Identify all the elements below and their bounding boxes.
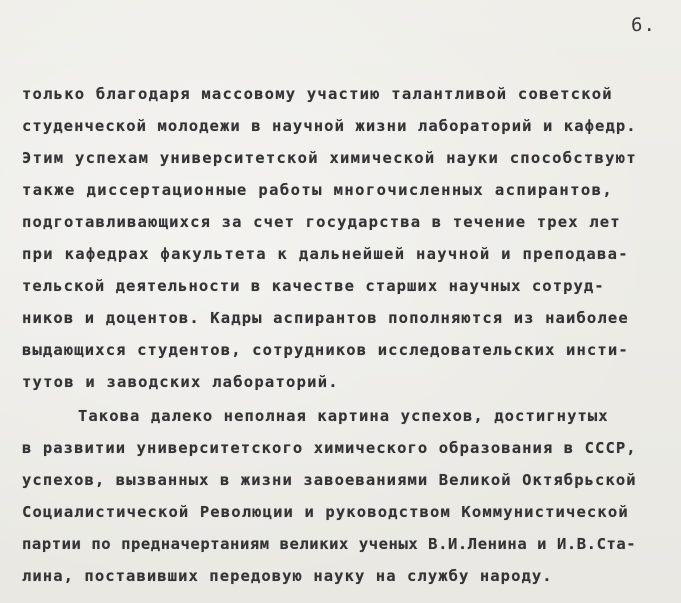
text-line: студенческой молодежи в научной жизни лабораторий и кафедр. bbox=[22, 117, 637, 135]
text-line: подготавливающихся за счет государства в течение трех лет bbox=[22, 213, 621, 231]
text-line: ников и доцентов. Кадры аспирантов пополняются из наиболее bbox=[22, 309, 629, 327]
text-line: партии по предначертаниям великих ученых В.И.Ленина и И.В.Ста- bbox=[22, 535, 637, 553]
page-number: 6. bbox=[631, 14, 656, 36]
text-line: при кафедрах факультета к дальнейшей научной и преподава- bbox=[22, 245, 629, 263]
text-line: только благодаря массовому участию талантливой советской bbox=[22, 85, 613, 103]
text-line: в развитии университетского химического образования в СССР, bbox=[22, 439, 637, 457]
text-line: Этим успехам университетской химической науки способствуют bbox=[22, 149, 637, 167]
text-line: успехов, вызванных в жизни завоеваниями Великой Октябрьской bbox=[22, 471, 637, 489]
text-line: тельской деятельности в качестве старших научных сотруд- bbox=[22, 277, 605, 295]
text-line: выдающихся студентов, сотрудников исследовательских инсти- bbox=[22, 341, 629, 359]
text-line: лина, поставивших передовую науку на службу народу. bbox=[22, 567, 553, 585]
text-line: также диссертационные работы многочисленных аспирантов, bbox=[22, 181, 614, 199]
text-line: тутов и заводских лабораторий. bbox=[22, 373, 339, 391]
paragraph-first-line: Такова далеко неполная картина успехов, достигнутых bbox=[78, 407, 609, 425]
text-line: Социалистической Революции и руководством Коммунистической bbox=[22, 503, 629, 521]
